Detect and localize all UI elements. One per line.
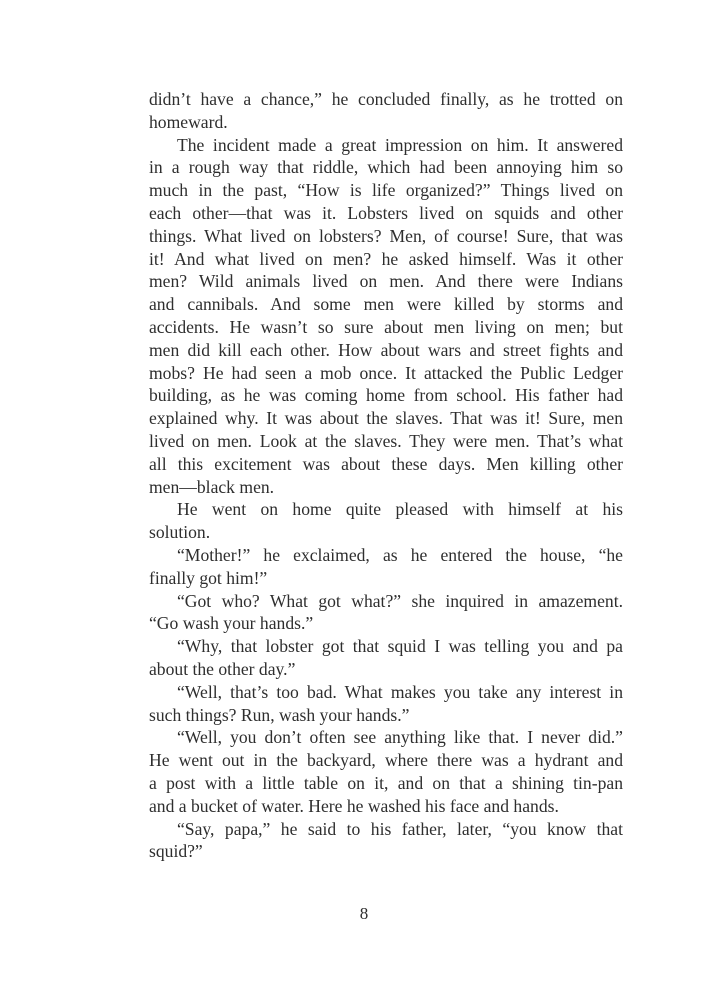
text-line: “Go wash your hands.” [149,613,314,634]
text-line: mobs? He had seen a mob once. It attacked the Public Ledger [149,362,623,383]
text-line: accidents. He wasn’t so sure about men living on men; but [149,316,623,337]
page-body [149,88,623,863]
text-line: all this excitement was about these days. Men killing other [149,453,623,474]
text-line: things. What lived on lobsters? Men, of course! Sure, that was [149,225,623,246]
text-line: and a bucket of water. Here he washed his face and hands. [149,795,559,816]
text-line: men did kill each other. How about wars and street fights and [149,339,623,360]
text-line: lived on men. Look at the slaves. They were men. That’s what [149,430,623,451]
text-line: “Why, that lobster got that squid I was telling you and pa [177,636,623,657]
paragraph [149,590,623,636]
text-line: He went out in the backyard, where there was a hydrant and [149,750,623,771]
text-line: it! And what lived on men? he asked himself. Was it other [149,248,623,269]
paragraph [149,544,623,590]
text-line: each other—that was it. Lobsters lived on squids and other [149,202,623,223]
text-line: solution. [149,522,211,543]
text-line: a post with a little table on it, and on that a shining tin-pan [149,772,623,793]
text-line: “Mother!” he exclaimed, as he entered the house, “he [177,544,623,565]
paragraph [149,681,623,727]
text-line: didn’t have a chance,” he concluded finally, as he trotted on [149,89,623,109]
text-line: much in the past, “How is life organized?” Things lived on [149,180,623,201]
text-line: homeward. [149,111,228,132]
text-line: squid?” [149,841,203,862]
text-line: “Got who? What got what?” she inquired in amazement. [177,590,623,611]
text-line: in a rough way that riddle, which had been annoying him so [149,157,623,178]
paragraph [149,134,623,499]
text-line: and cannibals. And some men were killed by storms and [149,294,623,315]
text-line: He went on home quite pleased with himself at his [177,499,623,520]
paragraph [149,88,623,134]
text-line: men—black men. [149,476,275,497]
text-line: building, as he was coming home from school. His father had [149,385,623,406]
text-line: men? Wild animals lived on men. And there were Indians [149,271,623,292]
text-line: explained why. It was about the slaves. That was it! Sure, men [149,408,623,429]
paragraph [149,635,623,681]
text-line: finally got him!” [149,567,268,588]
text-line: “Well, you don’t often see anything like that. I never did.” [177,727,623,748]
paragraph [149,818,623,864]
text-line: “Well, that’s too bad. What makes you take any interest in [177,681,623,702]
text-line: “Say, papa,” he said to his father, later, “you know that [177,818,623,839]
text-line: The incident made a great impression on him. It answered [177,134,623,155]
text-line: about the other day.” [149,658,296,679]
page-number: 8 [359,904,369,923]
paragraph [149,726,623,817]
text-line: such things? Run, wash your hands.” [149,704,410,725]
paragraph [149,498,623,544]
